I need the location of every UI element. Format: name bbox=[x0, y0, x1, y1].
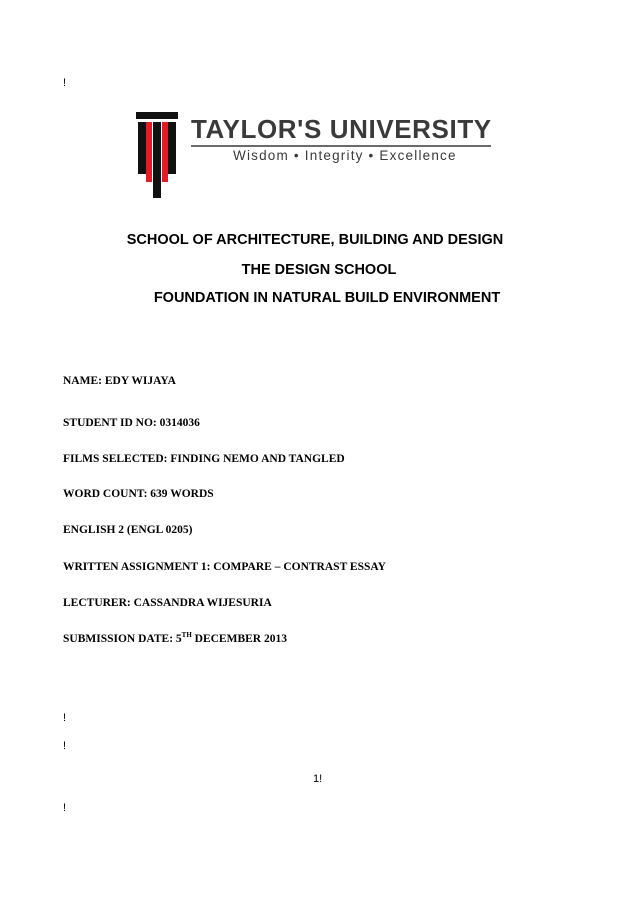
university-name: TAYLOR'S UNIVERSITY bbox=[191, 114, 492, 144]
page-marker-1: ! bbox=[63, 712, 67, 724]
page-marker-3: ! bbox=[63, 802, 67, 814]
course-code: ENGLISH 2 (ENGL 0205) bbox=[63, 524, 193, 536]
student-name: NAME: EDY WIJAYA bbox=[63, 375, 176, 387]
university-logo bbox=[133, 112, 493, 198]
lecturer-name: LECTURER: CASSANDRA WIJESURIA bbox=[63, 597, 272, 609]
programme-heading: FOUNDATION IN NATURAL BUILD ENVIRONMENT bbox=[153, 290, 501, 306]
university-tagline: Wisdom • Integrity • Excellence bbox=[233, 148, 457, 163]
department-heading: THE DESIGN SCHOOL bbox=[241, 262, 397, 278]
submission-date-suffix: DECEMBER 2013 bbox=[191, 633, 287, 645]
submission-date-ordinal: TH bbox=[181, 631, 192, 640]
student-id: STUDENT ID NO: 0314036 bbox=[63, 417, 200, 429]
page-number: 1! bbox=[313, 773, 323, 785]
assignment-title: WRITTEN ASSIGNMENT 1: COMPARE – CONTRAST ESSAY bbox=[63, 561, 386, 573]
word-count: WORD COUNT: 639 WORDS bbox=[63, 488, 214, 500]
films-selected: FILMS SELECTED: FINDING NEMO AND TANGLED bbox=[63, 453, 345, 465]
school-heading: SCHOOL OF ARCHITECTURE, BUILDING AND DESIGN bbox=[126, 232, 504, 248]
submission-date bbox=[63, 633, 287, 645]
submission-date-prefix: SUBMISSION DATE: 5 bbox=[63, 633, 182, 645]
logo-divider bbox=[191, 145, 491, 147]
page-marker-2: ! bbox=[63, 740, 67, 752]
page-marker-top: ! bbox=[63, 77, 67, 89]
university-crest-icon bbox=[133, 112, 181, 198]
